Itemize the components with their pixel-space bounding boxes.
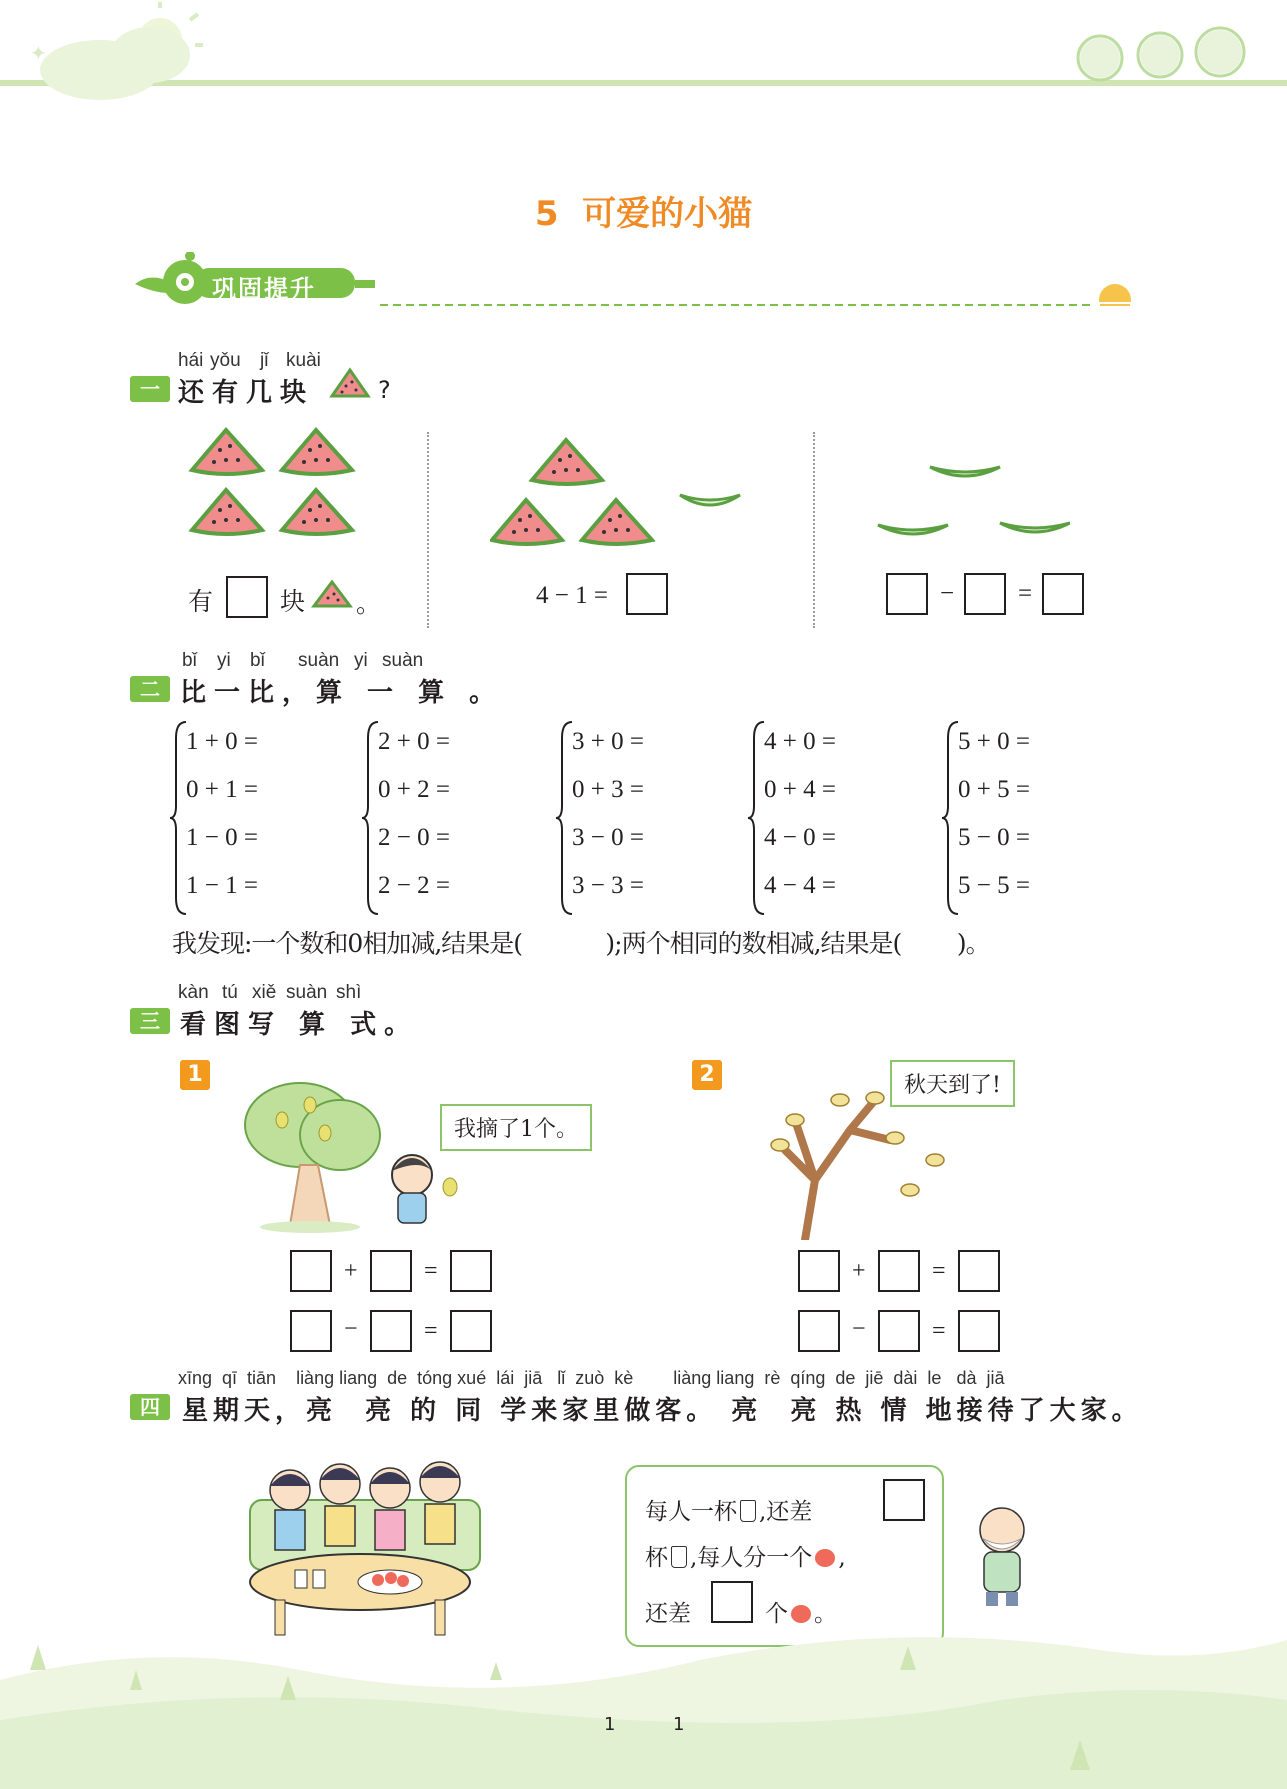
cup-icon (671, 1546, 687, 1568)
q1-illustration-a (180, 420, 370, 550)
q1b-expr: 4 − 1 = (536, 582, 608, 609)
q3-item1-row1-box2[interactable] (370, 1250, 412, 1292)
pinyin-yi-2: yi (354, 650, 368, 671)
q1-text: 还有几块 (178, 378, 315, 408)
q2-g2-line-4: 2 − 2 = (378, 872, 450, 899)
pinyin-suan-2: suàn (382, 650, 424, 671)
watermelon-icon (310, 580, 354, 610)
pinyin-kan: kàn (178, 982, 209, 1003)
q3-item2-number: 2 (692, 1060, 722, 1090)
q4-text: 星期天，亮 亮 的 同 学来家里做客。 亮 亮 热 情 地接待了大家。 (182, 1396, 1143, 1426)
page-number-left: 1 (604, 1714, 616, 1735)
q3-item1-row2-box1[interactable] (290, 1310, 332, 1352)
q3-item2-row2-box1[interactable] (798, 1310, 840, 1352)
q1-label: 一 (130, 376, 170, 402)
q4-answer-box-1[interactable] (883, 1479, 925, 1521)
q1-illustration-c (870, 455, 1070, 555)
q3-item1-row1-box3[interactable] (450, 1250, 492, 1292)
q2-g1-line-1: 1 + 0 = (186, 728, 258, 755)
q2-group-2 (362, 718, 542, 918)
q1b-answer-box[interactable] (626, 573, 668, 615)
q2-g4-line-2: 0 + 4 = (764, 776, 836, 803)
q2-g1-line-2: 0 + 1 = (186, 776, 258, 803)
q3-item1-row1-box1[interactable] (290, 1250, 332, 1292)
q3-item1-row2-box2[interactable] (370, 1310, 412, 1352)
q2-group-4 (748, 718, 928, 918)
q3-item2-bubble: 秋天到了! (890, 1060, 1015, 1107)
q4-bubble-line1-tail: ,还差 (759, 1499, 813, 1525)
q1c-box-1[interactable] (886, 573, 928, 615)
pinyin-suan: suàn (286, 982, 328, 1003)
q1c-box-2[interactable] (964, 573, 1006, 615)
svg-text:✦: ✦ (30, 41, 47, 65)
q3-item1-bubble: 我摘了1个。 (440, 1104, 592, 1151)
q2-g4-line-1: 4 + 0 = (764, 728, 836, 755)
q4-bubble-line2 (645, 1539, 846, 1572)
tree-with-pears-illustration (230, 1075, 490, 1235)
q1-illustration-b (490, 435, 750, 555)
footer-landscape (0, 1610, 1287, 1789)
pinyin-hai: hái (178, 350, 204, 371)
q3-item2-row2-eq: = (932, 1318, 946, 1344)
q2-group-5 (942, 718, 1122, 918)
q4-bubble-line2-b: ,每人分一个 (690, 1545, 813, 1571)
q3-label: 三 (130, 1008, 170, 1034)
pinyin-bi-2: bǐ (250, 650, 265, 671)
q2-g5-line-3: 5 − 0 = (958, 824, 1030, 851)
q3-item2-row1-eq: = (932, 1258, 946, 1284)
pinyin-bi-1: bǐ (182, 650, 197, 671)
q2-g2-line-3: 2 − 0 = (378, 824, 450, 851)
q2-g4-line-3: 4 − 0 = (764, 824, 836, 851)
q3-item1-row2-box3[interactable] (450, 1310, 492, 1352)
q2-g3-line-1: 3 + 0 = (572, 728, 644, 755)
q2-discovery: 我发现:一个数和0相加减,结果是( );两个相同的数相减,结果是( )。 (172, 929, 990, 958)
q4-bubble-line2-c: , (838, 1545, 846, 1571)
q3-item1-row2-eq: = (424, 1318, 438, 1344)
q3-item2-row1-box2[interactable] (878, 1250, 920, 1292)
q4-bubble-line1-text: 每人一杯 (645, 1499, 737, 1525)
q1c-equals: = (1018, 580, 1033, 607)
q3-item1-number: 1 (180, 1060, 210, 1090)
pinyin-suan-1: suàn (298, 650, 340, 671)
pinyin-xie: xiě (252, 982, 277, 1003)
q2-text: 比一比，算 一 算 。 (180, 678, 504, 708)
q4-bubble-line2-a: 杯 (645, 1545, 668, 1571)
q2-g5-line-2: 0 + 5 = (958, 776, 1030, 803)
q3-pinyin (178, 982, 478, 1006)
q3-item1-row1-eq: = (424, 1258, 438, 1284)
q3-item2-row2-box2[interactable] (878, 1310, 920, 1352)
q2-g3-line-3: 3 − 0 = (572, 824, 644, 851)
pinyin-yi-1: yi (217, 650, 231, 671)
q1-dotted-divider-2 (813, 432, 815, 628)
section-banner-label: 巩固提升 (212, 275, 316, 303)
pinyin-shi: shì (336, 982, 362, 1003)
header-art (0, 0, 1287, 110)
q2-group-1 (170, 718, 350, 918)
watermelon-icon (328, 366, 372, 402)
q3-item2-row2-box3[interactable] (958, 1310, 1000, 1352)
q3-item1-row1-plus: + (344, 1258, 358, 1284)
q3-item2-row1-box1[interactable] (798, 1250, 840, 1292)
pinyin-tu: tú (222, 982, 238, 1003)
q4-pinyin: xīng qī tiān liàng liang de tóng xué lái jiā lǐ zuò kè liàng liang rè qíng de jiē dài le dà jiā (178, 1368, 1005, 1388)
q2-g1-line-3: 1 − 0 = (186, 824, 258, 851)
q1-dotted-divider-1 (427, 432, 429, 628)
page-number-right: 1 (673, 1714, 685, 1735)
q2-g5-line-4: 5 − 5 = (958, 872, 1030, 899)
q2-g3-line-4: 3 − 3 = (572, 872, 644, 899)
q1a-answer-box[interactable] (226, 576, 268, 618)
pinyin-kuai: kuài (286, 350, 321, 371)
apple-icon (815, 1549, 835, 1567)
pinyin-you: yǒu (210, 350, 241, 371)
q3-item2-row1-plus: + (852, 1258, 866, 1284)
q3-text: 看图写 算 式。 (180, 1010, 419, 1040)
section-banner (130, 252, 1140, 312)
q3-item2-row2-minus: − (852, 1316, 866, 1342)
q2-g5-line-1: 5 + 0 = (958, 728, 1030, 755)
cup-icon (740, 1500, 756, 1522)
q2-group-3 (556, 718, 736, 918)
pinyin-ji: jǐ (260, 350, 269, 371)
header-decoration (0, 0, 1287, 110)
q1c-minus: − (940, 580, 955, 607)
q4-label: 四 (130, 1394, 170, 1420)
q1c-box-3[interactable] (1042, 573, 1084, 615)
q2-g3-line-2: 0 + 3 = (572, 776, 644, 803)
q1-suffix: ? (378, 376, 391, 404)
q3-item1-row2-minus: − (344, 1316, 358, 1342)
q2-g2-line-1: 2 + 0 = (378, 728, 450, 755)
q4-bubble-line1 (645, 1493, 812, 1526)
q2-g1-line-4: 1 − 1 = (186, 872, 258, 899)
q1a-post: 。 (356, 591, 382, 618)
q4-bubble-line3-a: 还差 (645, 1601, 691, 1627)
q1a-pre: 有 (188, 589, 214, 616)
lesson-title: 5 可爱的小猫 (534, 194, 753, 234)
q1a-mid: 块 (280, 589, 306, 616)
q2-g4-line-4: 4 − 4 = (764, 872, 836, 899)
grandpa-illustration (960, 1500, 1040, 1610)
q3-item2-row1-box3[interactable] (958, 1250, 1000, 1292)
q4-bubble-line3-b-text: 个 (765, 1601, 788, 1627)
q2-g2-line-2: 0 + 2 = (378, 776, 450, 803)
q4-bubble-line3-c: 。 (814, 1601, 837, 1627)
q2-pinyin (182, 650, 482, 674)
q2-label: 二 (130, 676, 170, 702)
